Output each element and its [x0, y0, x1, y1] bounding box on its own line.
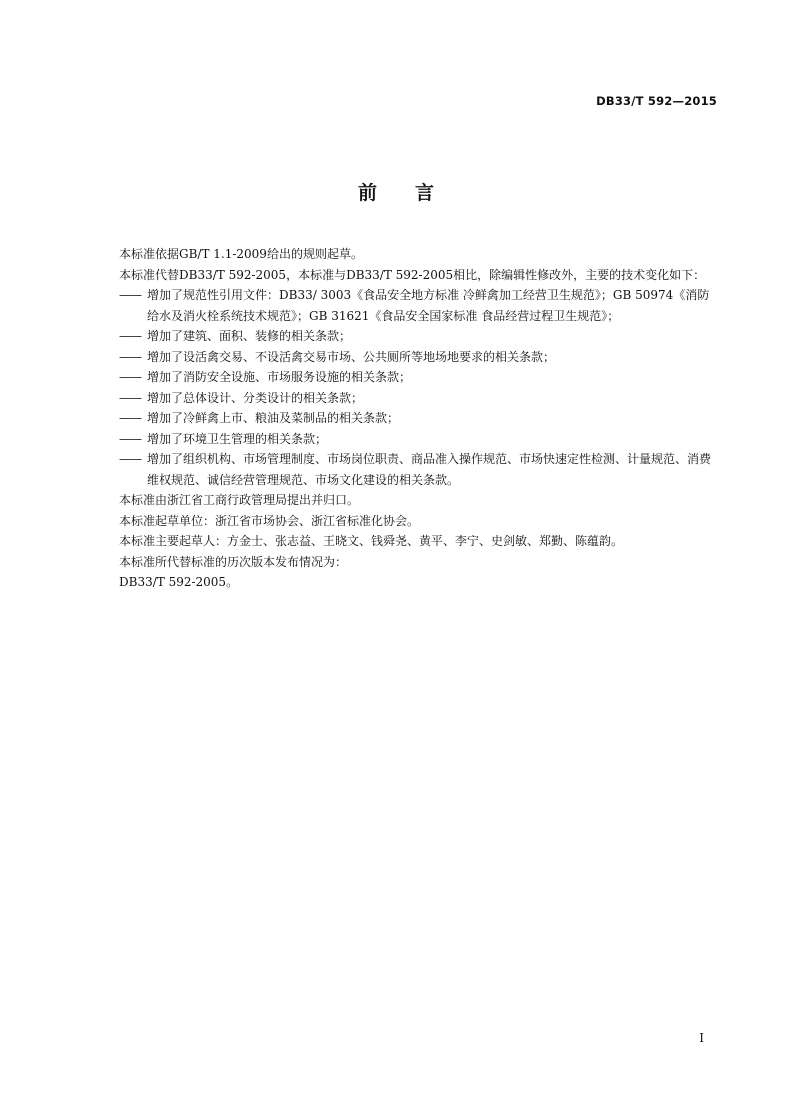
dash-marker: ——: [119, 390, 141, 405]
change-item: [95, 367, 719, 388]
change-item-text: 增加了冷鲜禽上市、粮油及菜制品的相关条款；: [147, 411, 400, 425]
change-item-text: 增加了环境卫生管理的相关条款；: [147, 431, 328, 446]
dash-marker: ——: [119, 431, 141, 446]
paragraph-proposer: 本标准由浙江省工商行政管理局提出并归口。: [119, 493, 360, 507]
paragraph-drafting-units: 本标准起草单位：浙江省市场协会、浙江省标准化协会。: [119, 513, 420, 528]
page-title-char-2: 言: [415, 182, 435, 204]
dash-marker: ——: [119, 349, 141, 364]
change-item-text: 增加了规范性引用文件：DB33/ 3003《食品安全地方标准 冷鲜禽加工经营卫生规范》；GB 50974《消防给水及消火栓系统技术规范》；GB 31621《食品安全国家标准 食品经营过程卫生规范》；: [147, 288, 710, 323]
page-title-char-1: 前: [357, 182, 377, 204]
change-item: [95, 347, 719, 368]
change-item-text: 增加了总体设计、分类设计的相关条款；: [147, 390, 364, 405]
change-item: [95, 449, 719, 490]
standard-code: DB33/T 592—2015: [596, 94, 717, 108]
change-item: [95, 326, 719, 347]
dash-marker: ——: [119, 288, 141, 302]
dash-marker: ——: [119, 370, 141, 384]
dash-marker: ——: [119, 452, 141, 466]
paragraph-history: 本标准所代替标准的历次版本发布情况为：: [119, 554, 348, 569]
change-item: [95, 408, 719, 429]
paragraph-drafting-rules: 本标准依据GB/T 1.1-2009给出的规则起草。: [119, 247, 363, 261]
change-item: [95, 285, 719, 326]
paragraph-replacement: 本标准代替DB33/T 592-2005，本标准与DB33/T 592-2005相比，除编辑性修改外，主要的技术变化如下：: [119, 267, 706, 282]
dash-marker: ——: [119, 411, 141, 425]
change-item: [95, 429, 719, 450]
foreword-body: [95, 244, 719, 593]
change-item: [95, 388, 719, 409]
dash-marker: ——: [119, 329, 141, 343]
change-item-text: 增加了消防安全设施、市场服务设施的相关条款；: [147, 370, 412, 384]
change-item-text: 增加了设活禽交易、不设活禽交易市场、公共厕所等地场地要求的相关条款；: [147, 349, 556, 364]
page-title: [0, 178, 792, 205]
page-number: I: [699, 1031, 704, 1045]
paragraph-history-version: DB33/T 592-2005。: [119, 575, 239, 589]
paragraph-drafters: 本标准主要起草人：方金士、张志益、王晓文、钱舜尧、黄平、李宁、史剑敏、郑勤、陈蕴韵。: [119, 534, 624, 548]
change-item-text: 增加了组织机构、市场管理制度、市场岗位职责、商品准入操作规范、市场快速定性检测、计量规范、消费维权规范、诚信经营管理规范、市场文化建设的相关条款。: [147, 452, 712, 487]
change-item-text: 增加了建筑、面积、装修的相关条款；: [147, 329, 352, 343]
